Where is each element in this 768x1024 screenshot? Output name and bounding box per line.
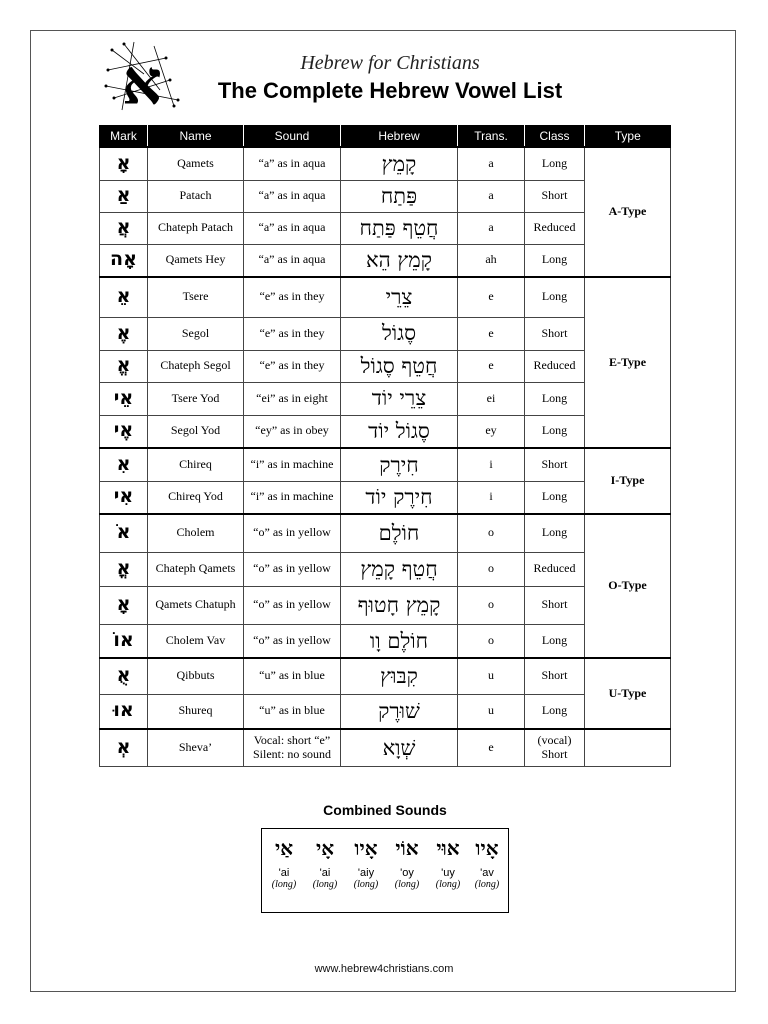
column-header: Trans.	[458, 125, 525, 147]
vowel-name: Patach	[148, 180, 244, 212]
combo-trans: 'oy	[400, 867, 414, 879]
vowel-class: Long	[525, 624, 585, 658]
vowel-hebrew: חוֹלֶם וָו	[341, 624, 458, 658]
combo-length: (long)	[312, 879, 338, 890]
column-header: Hebrew	[341, 125, 458, 147]
vowel-class: Short	[525, 317, 585, 350]
table-row	[100, 658, 671, 694]
vowel-mark: אֶ	[100, 317, 148, 350]
vowel-type: A-Type	[585, 147, 671, 277]
vowel-mark: אִי	[100, 481, 148, 514]
vowel-table	[99, 125, 671, 767]
vowel-sound: “o” as in yellow	[244, 552, 341, 586]
vowel-name: Chireq Yod	[148, 481, 244, 514]
vowel-name: Qamets	[148, 147, 244, 180]
vowel-sound: “i” as in machine	[244, 481, 341, 514]
vowel-name: Segol Yod	[148, 415, 244, 448]
vowel-mark: אֵי	[100, 382, 148, 415]
vowel-type: U-Type	[585, 658, 671, 729]
vowel-sound: “o” as in yellow	[244, 586, 341, 624]
vowel-mark: אֹ	[100, 514, 148, 552]
vowel-class: Long	[525, 147, 585, 180]
vowel-name: Sheva’	[148, 729, 244, 766]
vowel-name: Chateph Segol	[148, 350, 244, 382]
vowel-class: Long	[525, 244, 585, 277]
vowel-mark: אַ	[100, 180, 148, 212]
table-row	[100, 448, 671, 481]
vowel-mark: אָ	[100, 586, 148, 624]
combo-trans: 'av	[480, 867, 494, 879]
vowel-sound	[244, 729, 341, 766]
vowel-hebrew: צֵרֵי יוֹד	[341, 382, 458, 415]
vowel-name: Chateph Patach	[148, 212, 244, 244]
vowel-trans: e	[458, 350, 525, 382]
vowel-mark: אֻ	[100, 658, 148, 694]
vowel-hebrew: חֲטֵף סֶגוֹל	[341, 350, 458, 382]
table-row	[100, 729, 671, 766]
vowel-sound: “e” as in they	[244, 317, 341, 350]
vowel-class: Reduced	[525, 552, 585, 586]
vowel-trans: e	[458, 729, 525, 766]
vowel-sound: “a” as in aqua	[244, 244, 341, 277]
vowel-sound: “a” as in aqua	[244, 147, 341, 180]
vowel-hebrew: סֶגוֹל יוֹד	[341, 415, 458, 448]
vowel-trans: e	[458, 317, 525, 350]
table-row	[100, 277, 671, 317]
vowel-hebrew: פַּתַח	[341, 180, 458, 212]
vowel-mark: אְ	[100, 729, 148, 766]
vowel-class: Reduced	[525, 350, 585, 382]
vowel-mark: אֶי	[100, 415, 148, 448]
column-header: Class	[525, 125, 585, 147]
vowel-hebrew: חֲטֵף קָמֵץ	[341, 552, 458, 586]
vowel-mark: אֳ	[100, 552, 148, 586]
svg-text:א: א	[122, 46, 162, 114]
vowel-type-empty	[585, 729, 671, 766]
combined-sound-item	[264, 833, 304, 890]
vowel-class: Short	[525, 448, 585, 481]
combo-hebrew: אָי	[315, 836, 335, 860]
vowel-name: Tsere Yod	[148, 382, 244, 415]
vowel-trans: o	[458, 586, 525, 624]
vowel-hebrew: קָמֵץ	[341, 147, 458, 180]
vowel-class: Short	[525, 586, 585, 624]
vowel-class: Short	[525, 658, 585, 694]
column-header: Sound	[244, 125, 341, 147]
vowel-hebrew: חִירֶק	[341, 448, 458, 481]
combo-trans: 'ai	[319, 867, 331, 879]
combined-sound-item	[346, 833, 386, 890]
vowel-trans: e	[458, 277, 525, 317]
combo-length: (long)	[271, 879, 297, 890]
vowel-mark: אָה	[100, 244, 148, 277]
vowel-sound: “u” as in blue	[244, 658, 341, 694]
vowel-name: Qibbuts	[148, 658, 244, 694]
combo-length: (long)	[394, 879, 420, 890]
vowel-name: Chireq	[148, 448, 244, 481]
combined-sound-item	[387, 833, 427, 890]
vowel-trans: a	[458, 147, 525, 180]
vowel-class: Long	[525, 277, 585, 317]
combo-length: (long)	[435, 879, 461, 890]
combo-trans: 'uy	[441, 867, 455, 879]
vowel-trans: u	[458, 658, 525, 694]
brand-name: Hebrew for Christians	[300, 52, 480, 74]
combo-hebrew: אָיו	[354, 836, 378, 860]
table-row	[100, 147, 671, 180]
vowel-trans: ah	[458, 244, 525, 277]
vowel-trans: a	[458, 180, 525, 212]
combo-hebrew: אַי	[274, 836, 294, 860]
vowel-name: Segol	[148, 317, 244, 350]
combo-hebrew: אוּי	[436, 836, 460, 860]
vowel-trans: i	[458, 481, 525, 514]
column-header: Name	[148, 125, 244, 147]
combined-sound-item	[467, 833, 507, 890]
vowel-class: Long	[525, 514, 585, 552]
vowel-name: Qamets Chatuph	[148, 586, 244, 624]
vowel-sound: “ey” as in obey	[244, 415, 341, 448]
vowel-trans: o	[458, 624, 525, 658]
vowel-hebrew: צֵרֵי	[341, 277, 458, 317]
vowel-hebrew: קָמֵץ חָטוּף	[341, 586, 458, 624]
vowel-hebrew: קִבּוּץ	[341, 658, 458, 694]
table-row	[100, 514, 671, 552]
vowel-sound: “ei” as in eight	[244, 382, 341, 415]
sheva-vocal-sound: Vocal: short “e”	[253, 732, 331, 747]
vowel-mark: אִ	[100, 448, 148, 481]
vowel-trans: a	[458, 212, 525, 244]
vowel-mark: אֵ	[100, 277, 148, 317]
combo-length: (long)	[353, 879, 379, 890]
combo-hebrew: אָיו	[475, 836, 499, 860]
vowel-type: E-Type	[585, 277, 671, 448]
vowel-trans: i	[458, 448, 525, 481]
vowel-name: Qamets Hey	[148, 244, 244, 277]
table-header-row	[100, 125, 671, 147]
aleph-logo-icon	[104, 40, 180, 114]
combo-length: (long)	[474, 879, 500, 890]
vowel-name: Cholem	[148, 514, 244, 552]
column-header: Mark	[100, 125, 148, 147]
combined-sound-item	[428, 833, 468, 890]
vowel-name: Shureq	[148, 694, 244, 729]
vowel-trans: ey	[458, 415, 525, 448]
vowel-class: Short	[525, 180, 585, 212]
vowel-hebrew: חֲטֵף פַּתַח	[341, 212, 458, 244]
vowel-trans: u	[458, 694, 525, 729]
vowel-hebrew: קָמֵץ הֵא	[341, 244, 458, 277]
vowel-name: Tsere	[148, 277, 244, 317]
vowel-sound: “u” as in blue	[244, 694, 341, 729]
vowel-class: Long	[525, 382, 585, 415]
vowel-sound: “o” as in yellow	[244, 514, 341, 552]
vowel-sound: “o” as in yellow	[244, 624, 341, 658]
combo-trans: 'ai	[278, 867, 290, 879]
combined-sounds-title: Combined Sounds	[323, 802, 447, 818]
vowel-sound: “a” as in aqua	[244, 180, 341, 212]
vowel-mark: אוּ	[100, 694, 148, 729]
vowel-trans: o	[458, 514, 525, 552]
sheva-silent-sound: Silent: no sound	[252, 746, 331, 761]
vowel-hebrew: שׁוּרֶק	[341, 694, 458, 729]
vowel-class: Long	[525, 694, 585, 729]
footer-url: www.hebrew4christians.com	[314, 963, 454, 975]
combined-sound-item	[305, 833, 345, 890]
vowel-name: Cholem Vav	[148, 624, 244, 658]
vowel-sound: “i” as in machine	[244, 448, 341, 481]
vowel-hebrew: סֶגוֹל	[341, 317, 458, 350]
vowel-type: O-Type	[585, 514, 671, 658]
vowel-type: I-Type	[585, 448, 671, 514]
vowel-hebrew: חוֹלֶם	[341, 514, 458, 552]
vowel-class: Long	[525, 481, 585, 514]
combo-trans: 'aiy	[357, 867, 375, 879]
vowel-hebrew: שְׁוָא	[341, 729, 458, 766]
vowel-sound: “e” as in they	[244, 350, 341, 382]
vowel-trans: o	[458, 552, 525, 586]
vowel-hebrew: חִירֶק יוֹד	[341, 481, 458, 514]
vowel-trans: ei	[458, 382, 525, 415]
column-header: Type	[585, 125, 671, 147]
vowel-class: Long	[525, 415, 585, 448]
vowel-mark: אֱ	[100, 350, 148, 382]
vowel-sound: “e” as in they	[244, 277, 341, 317]
vowel-mark: אוֹ	[100, 624, 148, 658]
vowel-class: (vocal) Short	[525, 729, 585, 766]
vowel-class: Reduced	[525, 212, 585, 244]
vowel-mark: אָ	[100, 147, 148, 180]
vowel-mark: אֲ	[100, 212, 148, 244]
combo-hebrew: אוֹי	[395, 836, 419, 860]
page-title: The Complete Hebrew Vowel List	[217, 78, 563, 103]
combined-sounds-box	[261, 828, 509, 913]
vowel-name: Chateph Qamets	[148, 552, 244, 586]
vowel-sound: “a” as in aqua	[244, 212, 341, 244]
